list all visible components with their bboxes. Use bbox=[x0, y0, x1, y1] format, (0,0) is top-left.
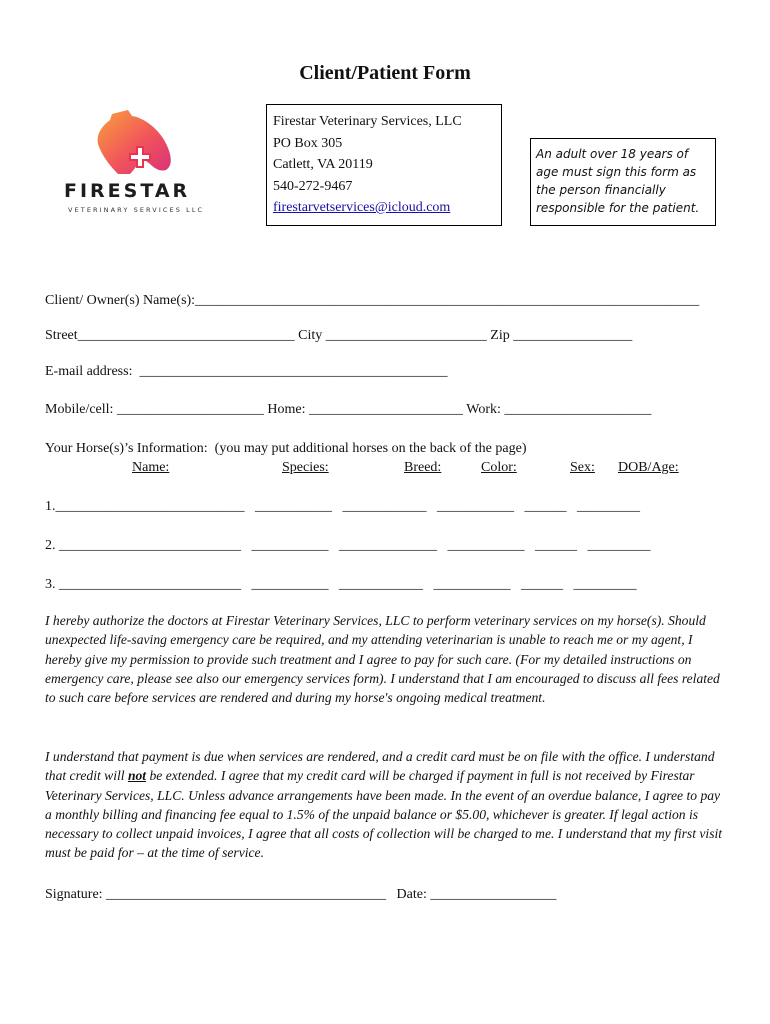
header-breed: Breed: bbox=[404, 460, 442, 475]
company-name: Firestar Veterinary Services, LLC bbox=[273, 114, 462, 129]
phone-number: 540-272-9467 bbox=[273, 178, 353, 194]
phone-fields-row[interactable]: Mobile/cell: _____________________ Home: ______________________ Work: _____________________ bbox=[45, 402, 652, 417]
adult-signature-notice: An adult over 18 years of age must sign this form as the person financially responsible for the patient. bbox=[530, 138, 716, 226]
signature-date-line[interactable]: Signature: ________________________________________ Date: __________________ bbox=[45, 887, 557, 902]
email-field[interactable]: E-mail address: ____________________________________________ bbox=[45, 364, 448, 379]
authorization-paragraph: I hereby authorize the doctors at Firestar Veterinary Services, LLC to perform veterinary services on my horse(s). Should unexpected life-saving emergency care be required, and my attending veterinarian is unable to reach me or my agent, I hereby give my permission to provide such treatment and I agree to pay for such care. (For my detailed instructions on emergency care, please see also our emergency services form). I understand that I am encouraged to discuss all fees related to such care before services are rendered and during my horse's ongoing medical treatment. bbox=[45, 613, 720, 706]
form-title: Client/Patient Form bbox=[299, 62, 471, 84]
client-name-field[interactable]: Client/ Owner(s) Name(s):________________________________________________________________________ bbox=[45, 293, 700, 308]
logo-subtitle: VETERINARY SERVICES LLC bbox=[68, 206, 205, 214]
horse-row-3[interactable]: 3. __________________________ ___________ ____________ ___________ ______ _________ bbox=[45, 577, 637, 592]
not-emphasis: not bbox=[127, 768, 147, 784]
city-line: Catlett, VA 20119 bbox=[273, 157, 373, 172]
payment-paragraph: I understand that payment is due when services are rendered, and a credit card must be on file with the office. I understand that credit will not be extended. I agree that my credit card will be charged if payment in full is not received by Firestar Veterinary Services, LLC. Unless advance arrangements have been made. In the event of an overdue balance, I agree to pay a monthly billing and financing fee equal to 1.5% of the unpaid balance or $5.00, whichever is greater. If legal action is necessary to collect unpaid invoices, I agree that all costs of collection will be charged to me. I understand that my first visit must be paid for – at the time of service. bbox=[45, 749, 723, 861]
po-box: PO Box 305 bbox=[273, 135, 343, 151]
email-link[interactable]: firestarvetservices@icloud.com bbox=[273, 200, 451, 215]
address-field-row[interactable]: Street_______________________________ City _______________________ Zip _________________ bbox=[45, 328, 633, 343]
logo-wordmark: FIRESTAR bbox=[64, 180, 191, 202]
horse-info-intro: Your Horse(s)’s Information: (you may put additional horses on the back of the page) bbox=[45, 441, 527, 456]
header-name: Name: bbox=[132, 460, 170, 475]
firestar-logo bbox=[62, 108, 205, 220]
horse-row-2[interactable]: 2. __________________________ ___________ ______________ ___________ ______ _________ bbox=[45, 538, 651, 553]
header-sex: Sex: bbox=[570, 460, 595, 475]
horse-head-icon bbox=[98, 110, 171, 174]
horse-row-1[interactable]: 1.___________________________ ___________ ____________ ___________ ______ _________ bbox=[45, 499, 640, 514]
header-dob-age: DOB/Age: bbox=[618, 460, 679, 475]
address-box bbox=[266, 104, 502, 226]
header-color: Color: bbox=[481, 460, 517, 475]
header-species: Species: bbox=[282, 460, 329, 475]
